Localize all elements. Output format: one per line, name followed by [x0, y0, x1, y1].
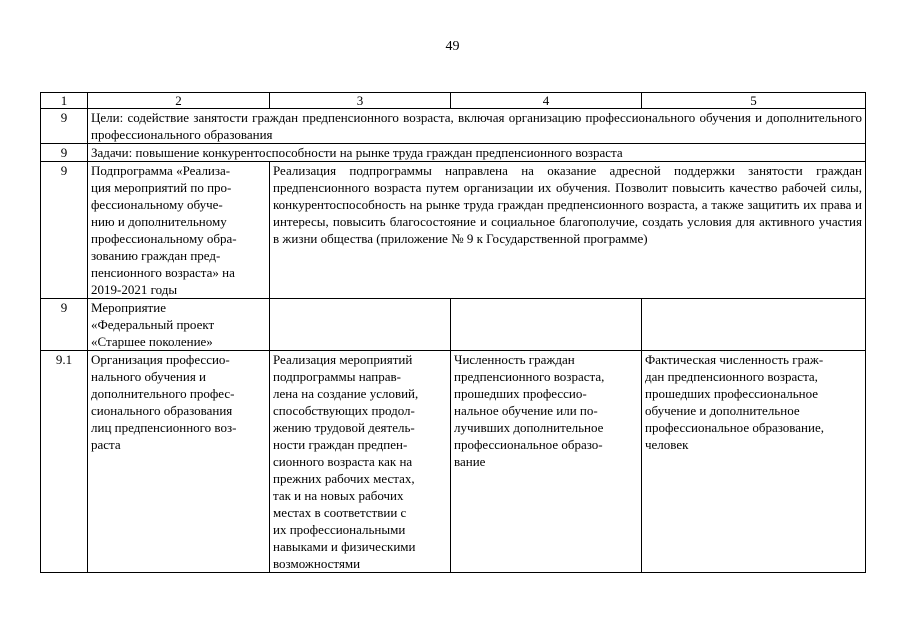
program-table [40, 92, 866, 573]
table-header-row [41, 93, 866, 109]
column-header-3: 3 [270, 93, 451, 109]
subprogram-description: Реализация подпрограммы направлена на оказание адресной поддержки занятости граждан предпенсионного возраста путем организации их обучения. Позволит повысить качество рабочей силы, конкурентоспособность на рынке труда граждан предпенсионного возраста, а также защитить их права и интересы, повысить благосостояние и социальное благополучие, создать условия для активного участия в жизни общества (приложение № 9 к Государственной программе) [270, 162, 866, 299]
measure-name: Мероприятие «Федеральный проект «Старшее поколение» [88, 299, 270, 351]
goals-text: Цели: содействие занятости граждан предпенсионного возраста, включая организацию профессионального обучения и дополнительного профессионального образования [88, 109, 866, 144]
indicator-definition: Фактическая численность граж- дан предпенсионного возраста, прошедших профессиональное обучение и дополнительное профессиональное образование, человек [642, 351, 866, 573]
column-header-1: 1 [41, 93, 88, 109]
tasks-text: Задачи: повышение конкурентоспособности на рынке труда граждан предпенсионного возраста [88, 144, 866, 162]
table-row-measure [41, 299, 866, 351]
row-number: 9.1 [41, 351, 88, 573]
activity-description: Реализация мероприятий подпрограммы направ- лена на создание условий, способствующих продол- жению трудовой деятель- ности граждан предпен- сионного возраста как на прежних рабочих местах, так и на новых рабочих местах в соответствии с их профессиональными навыками и физическими возможностями [270, 351, 451, 573]
table-row-subprogram [41, 162, 866, 299]
empty-cell [270, 299, 451, 351]
empty-cell [642, 299, 866, 351]
row-number: 9 [41, 299, 88, 351]
activity-name: Организация профессио- нального обучения и дополнительного профес- сионального образования лиц предпенсионного воз- раста [88, 351, 270, 573]
column-header-5: 5 [642, 93, 866, 109]
empty-cell [451, 299, 642, 351]
column-header-2: 2 [88, 93, 270, 109]
row-number: 9 [41, 162, 88, 299]
row-number: 9 [41, 144, 88, 162]
indicator-name: Численность граждан предпенсионного возраста, прошедших профессио- нальное обучение или по- лучивших дополнительное профессиональное образо- вание [451, 351, 642, 573]
page-number: 49 [445, 39, 460, 54]
row-number: 9 [41, 109, 88, 144]
table-row-goals [41, 109, 866, 144]
table-row-tasks [41, 144, 866, 162]
table-row-9-1 [41, 351, 866, 573]
subprogram-name: Подпрограмма «Реализа- ция мероприятий по про- фессиональному обуче- нию и дополнительному профессиональному обра- зованию граждан пред- пенсионного возраста» на 2019-2021 годы [88, 162, 270, 299]
column-header-4: 4 [451, 93, 642, 109]
